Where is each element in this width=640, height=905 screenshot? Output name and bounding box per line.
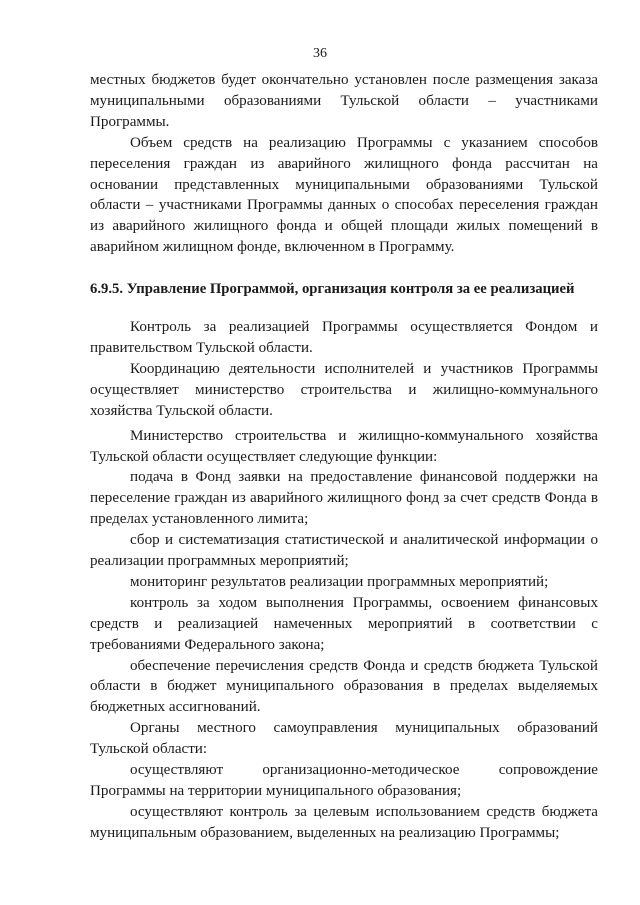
list-item-fund-transfer: обеспечение перечисления средств Фонда и средств бюджета Тульской области в бюджет муниципального образования в пределах выделяемых бюджетных ассигнований. bbox=[90, 657, 598, 716]
paragraph-funding-volume: Объем средств на реализацию Программы с указанием способов переселения граждан из аварийного жилищного фонда рассчитан на основании представленных муниципальными образованиями Тульской области – участниками Программы данных о способах переселения граждан из аварийного жилищного фонда и общей площади жилых помещений в аварийном жилищном фонде, включенном в Программу. bbox=[90, 134, 598, 256]
list-item-target-use-control: осуществляют контроль за целевым использованием средств бюджета муниципальным образованием, выделенных на реализацию Программы; bbox=[90, 803, 598, 841]
list-item-application: подача в Фонд заявки на предоставление финансовой поддержки на переселение граждан из аварийного жилищного фонд за счет средств Фонда в пределах установленного лимита; bbox=[90, 469, 598, 528]
paragraph-local-authorities: Органы местного самоуправления муниципальных образований Тульской области: bbox=[90, 720, 598, 758]
paragraph-ministry-functions: Министерство строительства и жилищно-коммунального хозяйства Тульской области осуществляет следующие функции: bbox=[90, 427, 598, 465]
list-item-methodical-support: осуществляют организационно-методическое сопровождение Программы на территории муниципального образования; bbox=[90, 762, 598, 799]
section-heading: 6.9.5. Управление Программой, организация контроля за ее реализацией bbox=[90, 281, 575, 298]
list-item-monitoring: мониторинг результатов реализации программных мероприятий; bbox=[130, 573, 549, 590]
list-item-statistics: сбор и систематизация статистической и аналитической информации о реализации программных мероприятий; bbox=[90, 532, 598, 570]
list-item-progress-control: контроль за ходом выполнения Программы, освоением финансовых средств и реализацией намеченных мероприятий в соответствии с требованиями Федерального закона; bbox=[90, 594, 598, 653]
paragraph-control: Контроль за реализацией Программы осуществляется Фондом и правительством Тульской области. bbox=[90, 319, 598, 356]
paragraph-coordination: Координацию деятельности исполнителей и участников Программы осуществляет министерство строительства и жилищно-коммунального хозяйства Тульской области. bbox=[90, 360, 598, 419]
page-number: 36 bbox=[313, 46, 327, 61]
paragraph-continuation: местных бюджетов будет окончательно установлен после размещения заказа муниципальными образованиями Тульской области – участниками Программы. bbox=[90, 72, 598, 130]
document-body bbox=[90, 70, 598, 844]
